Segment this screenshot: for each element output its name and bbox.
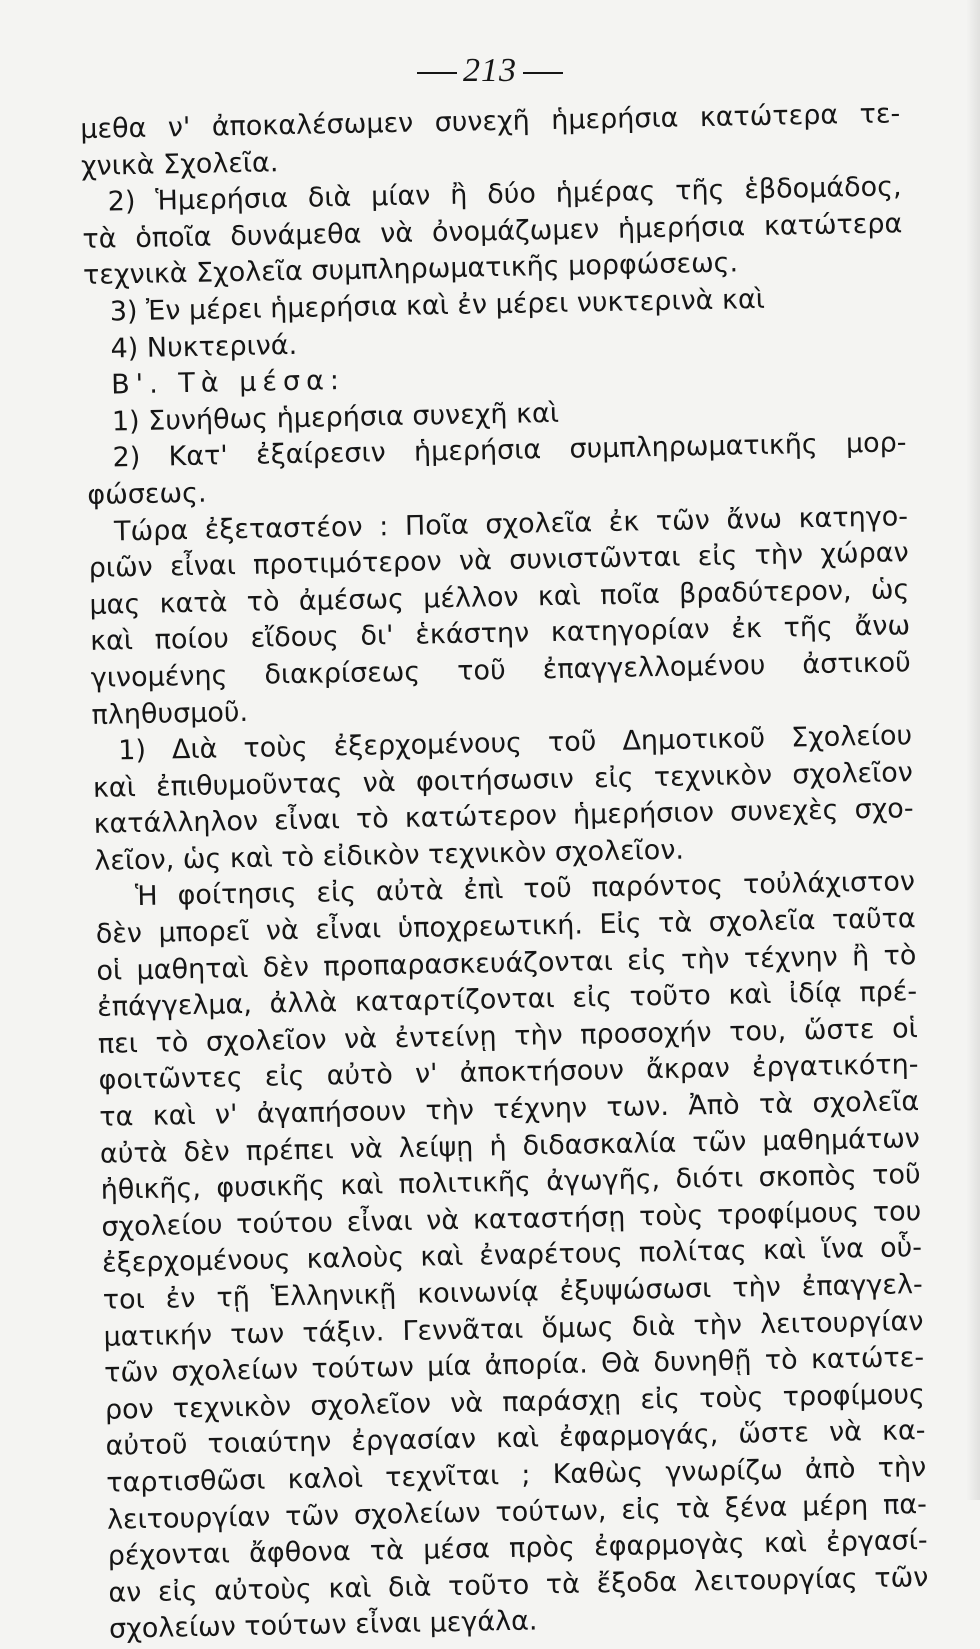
text-line: λειτουργίαν τῶν σχολείων τούτων, εἰς τὰ ξένα μέρη πα- xyxy=(106,1488,928,1536)
text-line: φοιτῶντες εἰς αὐτὸ ν' ἀποκτήσουν ἄκραν ἐργατικότη- xyxy=(98,1049,919,1097)
text-line: 2) Κατ' ἐξαίρεσιν ἡμερήσια συμπληρωματικῆς μορ- xyxy=(112,427,907,474)
text-line: ματικήν των τάξιν. Γεννᾶται ὅμως διὰ τὴν λειτουργίαν xyxy=(103,1305,924,1353)
text-line: τοι ἐν τῇ Ἑλληνικῇ κοινωνίᾳ ἐξυψώσωσι τὴν ἐπαγγελ- xyxy=(102,1269,923,1316)
page-number-dash-left xyxy=(417,72,457,74)
text-line: γινομένης διακρίσεως τοῦ ἐπαγγελλομένου ἀστικοῦ xyxy=(90,647,912,694)
text-line: 4) Νυκτερινά. xyxy=(110,329,298,365)
text-line: τεχνικὰ Σχολεῖα συμπληρωματικῆς μορφώσεως. xyxy=(82,247,739,292)
text-line: πει τὸ σχολεῖον νὰ ἐντείνῃ τὴν προσοχήν του, ὥστε οἱ xyxy=(97,1012,919,1060)
text-line: 2) Ἡμερήσια διὰ μίαν ἢ δύο ἡμέρας τῆς ἑβδομάδος, xyxy=(107,171,902,218)
page-number xyxy=(0,52,980,90)
text-line: Τώρα ἐξεταστέον : Ποῖα σχολεῖα ἐκ τῶν ἄνω κατηγο- xyxy=(113,500,909,547)
text-line: δὲν μπορεῖ νὰ εἶναι ὑποχρεωτική. Εἰς τὰ σχολεῖα ταῦτα xyxy=(95,903,916,950)
text-line: μεθα ν' ἀποκαλέσωμεν συνεχῆ ἡμερήσια κατώτερα τε- xyxy=(80,98,901,145)
text-line: τα καὶ ν' ἀγαπήσουν τὴν τέχνην των. Ἀπὸ τὰ σχολεῖα xyxy=(99,1086,920,1133)
text-line: 1) Διὰ τοὺς ἐξερχομένους τοῦ Δημοτικοῦ Σχολείου xyxy=(117,720,913,767)
text-line: 3) Ἐν μέρει ἡμερήσια καὶ ἐν μέρει νυκτερινὰ καὶ xyxy=(109,283,766,328)
text-line: πληθυσμοῦ. xyxy=(91,696,249,731)
body-text xyxy=(80,96,929,1648)
text-line: σχολείων τούτων εἶναι μεγάλα. xyxy=(108,1605,538,1646)
text-line: τῶν σχολείων τούτων μία ἀπορία. Θὰ δυνηθῇ τὸ κατώτε- xyxy=(103,1342,925,1389)
text-line: σχολείου τούτου εἶναι νὰ καταστήσῃ τοὺς τροφίμους του xyxy=(101,1195,922,1243)
text-line: ταρτισθῶσι καλοὶ τεχνῖται ; Καθὼς γνωρίζω ἀπὸ τὴν xyxy=(106,1451,927,1499)
page-edge-shadow xyxy=(966,0,980,1500)
text-line: καὶ ἐπιθυμοῦντας νὰ φοιτήσωσιν εἰς τεχνικὸν σχολεῖον xyxy=(92,756,914,804)
text-line: ρέχονται ἄφθονα τὰ μέσα πρὸς ἐφαρμογὰς καὶ ἐργασί- xyxy=(107,1525,928,1572)
text-line: ρον τεχνικὸν σχολεῖον νὰ παράσχῃ εἰς τοὺς τροφίμους xyxy=(104,1378,926,1426)
text-line: Ἡ φοίτησις εἰς αὐτὰ ἐπὶ τοῦ παρόντος τοὐλάχιστον xyxy=(134,866,916,913)
section-heading: Β'. Τὰ μέσα: xyxy=(110,365,346,401)
text-line: ἐπάγγελμα, ἀλλὰ καταρτίζονται εἰς τοῦτο καὶ ἰδίᾳ πρέ- xyxy=(96,976,918,1024)
text-line: ἐξερχομένους καλοὺς καὶ ἐναρέτους πολίτας καὶ ἵνα οὗ- xyxy=(101,1232,923,1280)
page-number-text: 213 xyxy=(463,52,517,89)
text-line: αν εἰς αὐτοὺς καὶ διὰ τοῦτο τὰ ἔξοδα λειτουργίας τῶν xyxy=(108,1561,929,1609)
page-number-dash-right xyxy=(523,72,563,74)
text-line: 1) Συνήθως ἡμερήσια συνεχῆ καὶ xyxy=(111,397,560,438)
text-line: αὐτὰ δὲν πρέπει νὰ λείψῃ ἡ διδασκαλία τῶν μαθημάτων xyxy=(99,1122,921,1170)
text-line: ριῶν εἶναι προτιμότερον νὰ συνιστῶνται εἰς τὴν χώραν xyxy=(88,537,909,585)
text-line: μας κατὰ τὸ ἀμέσως μέλλον καὶ ποῖα βραδύτερον, ὡς xyxy=(89,573,910,621)
text-line: τὰ ὁποῖα δυνάμεθα νὰ ὀνομάζωμεν ἡμερήσια κατώτερα xyxy=(82,208,903,255)
text-line: ἠθικῆς, φυσικῆς καὶ πολιτικῆς ἀγωγῆς, διότι σκοπὸς τοῦ xyxy=(100,1159,921,1207)
text-line: κατάλληλον εἶναι τὸ κατώτερον ἡμερήσιον συνεχὲς σχο- xyxy=(93,793,914,841)
text-line: λεῖον, ὡς καὶ τὸ εἰδικὸν τεχνικὸν σχολεῖον. xyxy=(94,834,685,877)
text-line: οἱ μαθηταὶ δὲν προπαρασκευάζονται εἰς τὴν τέχνην ἢ τὸ xyxy=(96,939,917,987)
text-line: χνικὰ Σχολεῖα. xyxy=(80,146,279,182)
text-line: αὐτοῦ τοιαύτην ἐργασίαν καὶ ἐφαρμογάς, ὥστε νὰ κα- xyxy=(105,1415,926,1463)
text-line: καὶ ποίου εἴδους δι' ἑκάστην κατηγορίαν ἐκ τῆς ἄνω xyxy=(89,610,911,658)
text-line: φώσεως. xyxy=(87,477,207,511)
